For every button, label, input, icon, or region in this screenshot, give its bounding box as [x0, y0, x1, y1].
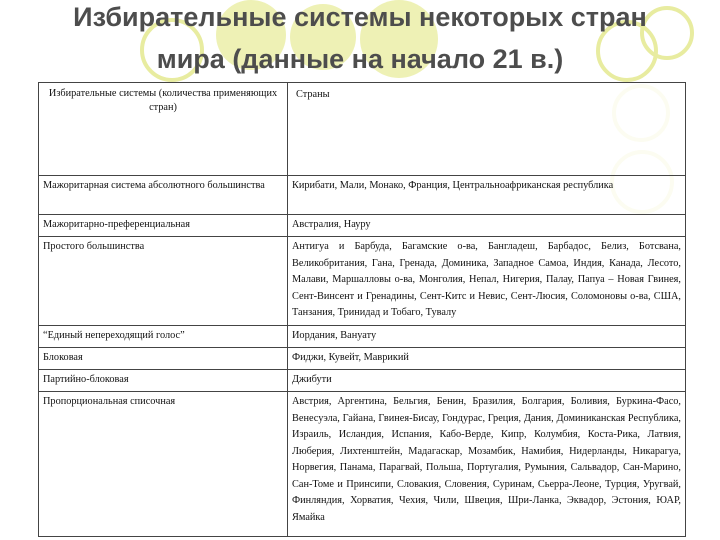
countries-cell: Фиджи, Кувейт, Маврикий	[288, 348, 686, 370]
table-row	[39, 326, 686, 348]
countries-cell: Австрия, Аргентина, Бельгия, Бенин, Бразилия, Болгария, Боливия, Буркина-Фасо, Венесуэла, Гайана, Гвинея-Бисау, Гондурас, Греция, Дания, Доминиканская Республика, Израиль, Исландия, Испания, Кабо-Верде, Кипр, Колумбия, Коста-Рика, Латвия, Люберия, Лихтенштейн, Мадагаскар, Мозамбик, Намибия, Нидерланды, Никарагуа, Норвегия, Панама, Парагвай, Польша, Португалия, Румыния, Сальвадор, Сан-Марино, Сан-Томе и Принсипи, Словакия, Словения, Суринам, Сьерра-Леоне, Турция, Уругвай, Финляндия, Хорватия, Чехия, Чили, Швеция, Шри-Ланка, Эквадор, Эстония, ЮАР, Ямайка	[288, 392, 686, 537]
system-cell: Пропорциональная списочная	[39, 392, 288, 537]
electoral-systems-table	[38, 82, 686, 537]
system-cell: Простого большинства	[39, 237, 288, 326]
table-row	[39, 348, 686, 370]
system-cell: Мажоритарная система абсолютного большинства	[39, 176, 288, 215]
table-row	[39, 370, 686, 392]
countries-cell: Австралия, Науру	[288, 215, 686, 237]
system-cell: Блоковая	[39, 348, 288, 370]
countries-cell: Иордания, Вануату	[288, 326, 686, 348]
table-row	[39, 176, 686, 215]
page-title-line-1: Избирательные системы некоторых стран	[73, 2, 647, 32]
system-cell: Партийно-блоковая	[39, 370, 288, 392]
page-title-line-2: мира (данные на начало 21 в.)	[156, 44, 564, 74]
header-countries: Страны	[288, 83, 686, 176]
countries-cell: Джибути	[288, 370, 686, 392]
table-header-row	[39, 83, 686, 176]
countries-cell: Антигуа и Барбуда, Багамские о-ва, Бангладеш, Барбадос, Белиз, Ботсвана, Великобритания, Гана, Гренада, Доминика, Западное Самоа, Индия, Канада, Лесото, Малави, Маршалловы о-ва, Монголия, Непал, Нигерия, Палау, Папуа – Новая Гвинея, Сент-Винсент и Гренадины, Сент-Китс и Невис, Сент-Люсия, Соломоновы о-ва, США, Танзания, Тринидад и Тобаго, Тувалу	[288, 237, 686, 326]
table-row	[39, 392, 686, 537]
header-systems: Избирательные системы (количества применяющих стран)	[39, 83, 288, 176]
table-row	[39, 237, 686, 326]
system-cell: Мажоритарно-преференциальная	[39, 215, 288, 237]
system-cell: “Единый непереходящий голос”	[39, 326, 288, 348]
table-row	[39, 215, 686, 237]
countries-cell: Кирибати, Мали, Монако, Франция, Центральноафриканская республика	[288, 176, 686, 215]
